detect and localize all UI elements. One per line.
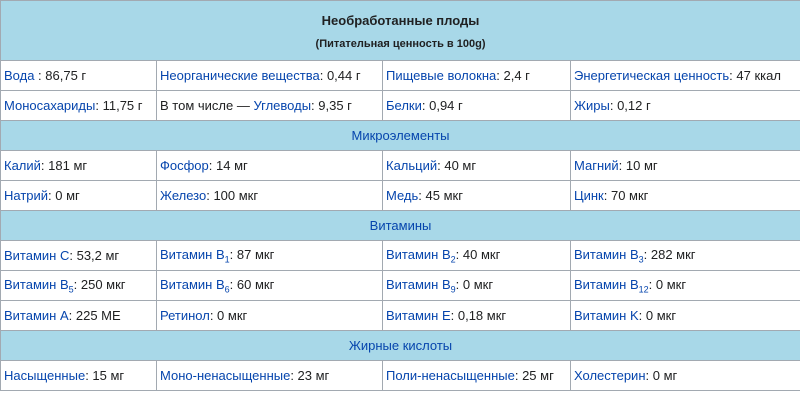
nutrient-link[interactable] [574, 68, 729, 83]
nutrient-label: Медь [386, 188, 419, 203]
nutrient-value: : 0 мкг [209, 308, 248, 323]
nutrient-link[interactable] [160, 246, 230, 265]
nutrient-link[interactable] [386, 158, 437, 173]
nutrient-label: Неорганические вещества [160, 68, 320, 83]
nutrient-link[interactable] [386, 68, 496, 83]
nutrient-subscript: 3 [638, 254, 644, 265]
nutrient-link[interactable] [386, 98, 422, 113]
nutrient-link[interactable] [386, 308, 451, 323]
nutrient-cell [157, 91, 383, 121]
nutrient-link[interactable] [4, 188, 48, 203]
table-row [1, 271, 800, 301]
nutrient-label: Поли-ненасыщенные [386, 368, 515, 383]
nutrient-value: : 14 мг [208, 158, 248, 173]
nutrient-cell [383, 241, 571, 271]
nutrient-value: : 0 мкг [455, 276, 494, 292]
nutrient-link[interactable] [386, 276, 456, 295]
nutrient-cell [383, 61, 571, 91]
nutrient-label: Жиры [574, 98, 610, 113]
nutrient-cell [383, 361, 571, 391]
nutrient-value: : 70 мкг [603, 188, 649, 203]
nutrient-label: Витамин B [386, 246, 451, 262]
table-header [1, 1, 800, 61]
nutrient-value: : 53,2 мг [69, 248, 120, 263]
nutrient-cell [157, 61, 383, 91]
nutrient-value: : 0 мкг [638, 308, 677, 323]
nutrient-label: Насыщенные [4, 368, 86, 383]
nutrient-link[interactable] [574, 158, 619, 173]
nutrient-value: : 0,18 мкг [450, 308, 507, 323]
nutrient-link[interactable] [4, 368, 85, 383]
header-row [1, 1, 800, 61]
nutrient-label: Ретинол [160, 308, 210, 323]
nutrient-label: Магний [574, 158, 619, 173]
nutrient-value: : 40 мкг [455, 246, 501, 262]
nutrient-link[interactable] [160, 368, 290, 383]
section-vitamins [1, 211, 800, 241]
table-row [1, 241, 800, 271]
nutrient-label: Кальций [386, 158, 438, 173]
nutrient-value: : 0 мг [48, 188, 80, 203]
nutrient-value: : 45 мкг [418, 188, 463, 203]
nutrient-cell [157, 361, 383, 391]
nutrient-cell [571, 61, 800, 91]
nutrient-label: Пищевые волокна [386, 68, 497, 83]
nutrient-cell [1, 241, 157, 271]
nutrient-prefix: В том числе — [160, 98, 254, 113]
table-row [1, 151, 800, 181]
nutrient-label: Витамин B [574, 276, 639, 292]
nutrient-cell [1, 271, 157, 301]
nutrient-cell [1, 151, 157, 181]
nutrient-link[interactable] [386, 188, 418, 203]
nutrient-link[interactable] [4, 158, 41, 173]
nutrient-value: : 47 ккал [729, 68, 781, 83]
nutrient-value: : 11,75 г [95, 98, 143, 113]
nutrient-cell [1, 91, 157, 121]
nutrient-cell [157, 241, 383, 271]
nutrient-label: Витамин B [160, 276, 225, 292]
nutrient-cell [1, 301, 157, 331]
nutrient-cell [157, 151, 383, 181]
section-link[interactable]: Микроэлементы [351, 128, 450, 143]
nutrient-link[interactable] [160, 68, 320, 83]
section-link[interactable]: Витамины [369, 218, 432, 233]
nutrient-value: : 2,4 г [496, 68, 530, 83]
nutrient-label: Витамин A [4, 308, 69, 323]
table-row [1, 361, 800, 391]
nutrient-label: Витамин B [574, 246, 639, 262]
nutrient-link[interactable] [574, 368, 646, 383]
section-row [1, 331, 800, 361]
nutrient-link[interactable] [574, 188, 604, 203]
table-row [1, 61, 800, 91]
table-subtitle: (Питательная ценность в 100g) [315, 38, 486, 50]
nutrient-value: : 86,75 г [34, 68, 87, 83]
nutrient-value: : 0,94 г [421, 98, 463, 113]
section-fatty-acids [1, 331, 800, 361]
nutrient-label: Витамин E [386, 308, 451, 323]
nutrient-link[interactable] [574, 98, 610, 113]
nutrient-link[interactable] [160, 276, 230, 295]
table-row [1, 301, 800, 331]
nutrient-value: : 0 мкг [648, 276, 687, 292]
nutrient-link[interactable] [160, 188, 206, 203]
nutrient-label: Моносахариды [4, 98, 96, 113]
nutrient-value: : 60 мкг [229, 276, 275, 292]
nutrient-label: Вода [4, 68, 35, 83]
nutrient-value: : 15 мг [85, 368, 125, 383]
nutrient-value: : 23 мг [290, 368, 330, 383]
nutrient-value: : 0,44 г [319, 68, 361, 83]
nutrient-label: Углеводы [253, 98, 312, 113]
nutrient-link[interactable] [386, 368, 515, 383]
nutrient-link[interactable] [4, 68, 34, 83]
nutrient-cell [571, 271, 800, 301]
nutrient-cell [383, 181, 571, 211]
nutrient-link[interactable] [574, 308, 639, 323]
nutrient-label: Калий [4, 158, 41, 173]
nutrient-value: : 250 мкг [73, 276, 126, 292]
nutrient-link[interactable] [574, 276, 649, 295]
nutrient-cell [1, 181, 157, 211]
nutrient-cell [1, 361, 157, 391]
nutrient-cell [571, 361, 800, 391]
nutrient-value: : 10 мг [618, 158, 658, 173]
nutrient-subscript: 1 [224, 254, 230, 265]
nutrient-value: : 225 МЕ [68, 308, 121, 323]
section-link[interactable]: Жирные кислоты [348, 338, 453, 353]
nutrient-link[interactable] [4, 248, 69, 263]
nutrient-label: Белки [386, 98, 422, 113]
nutrient-link[interactable] [386, 246, 456, 265]
nutrient-link[interactable] [4, 308, 69, 323]
nutrient-value: : 25 мг [514, 368, 554, 383]
nutrient-subscript: 6 [224, 284, 230, 295]
nutrient-label: Железо [160, 188, 207, 203]
nutrient-value: : 282 мкг [643, 246, 696, 262]
nutrient-label: Витамин B [160, 246, 225, 262]
nutrient-cell [383, 91, 571, 121]
nutrient-cell [1, 61, 157, 91]
nutrient-subscript: 2 [450, 254, 456, 265]
nutrient-cell [157, 181, 383, 211]
nutrient-cell [571, 181, 800, 211]
nutrient-label: Холестерин [574, 368, 646, 383]
nutrient-cell [571, 91, 800, 121]
nutrient-label: Натрий [4, 188, 49, 203]
nutrient-link[interactable] [574, 246, 644, 265]
nutrient-link[interactable] [253, 98, 311, 113]
nutrient-label: Фосфор [160, 158, 209, 173]
section-row [1, 211, 800, 241]
nutrient-link[interactable] [4, 276, 74, 295]
nutrient-value: : 40 мг [437, 158, 477, 173]
table-row [1, 181, 800, 211]
nutrient-link[interactable] [160, 308, 210, 323]
nutrient-cell [383, 301, 571, 331]
nutrient-value: : 100 мкг [206, 188, 259, 203]
nutrient-label: Витамин B [386, 276, 451, 292]
nutrient-label: Цинк [574, 188, 604, 203]
section-row [1, 121, 800, 151]
section-microelements [1, 121, 800, 151]
nutrient-value: : 87 мкг [229, 246, 275, 262]
nutrient-subscript: 5 [68, 284, 74, 295]
nutrient-cell [383, 151, 571, 181]
nutrient-cell [157, 271, 383, 301]
nutrient-cell [157, 301, 383, 331]
nutrient-label: Энергетическая ценность [574, 68, 730, 83]
nutrient-label: Витамин B [4, 276, 69, 292]
nutrient-value: : 0,12 г [609, 98, 651, 113]
nutrient-value: : 181 мг [40, 158, 88, 173]
nutrient-value: : 9,35 г [311, 98, 352, 113]
table-row [1, 91, 800, 121]
table-title: Необработанные плоды [321, 13, 480, 28]
nutrient-value: : 0 мг [645, 368, 678, 383]
nutrient-link[interactable] [4, 98, 95, 113]
nutrient-cell [571, 301, 800, 331]
nutrient-cell [383, 271, 571, 301]
nutrient-label: Моно-ненасыщенные [160, 368, 291, 383]
nutrient-cell [571, 241, 800, 271]
nutrient-label: Витамин K [574, 308, 639, 323]
nutrient-link[interactable] [160, 158, 209, 173]
nutrient-subscript: 12 [638, 284, 649, 295]
nutrient-subscript: 9 [450, 284, 456, 295]
nutrient-cell [571, 151, 800, 181]
nutrient-label: Витамин C [4, 248, 70, 263]
